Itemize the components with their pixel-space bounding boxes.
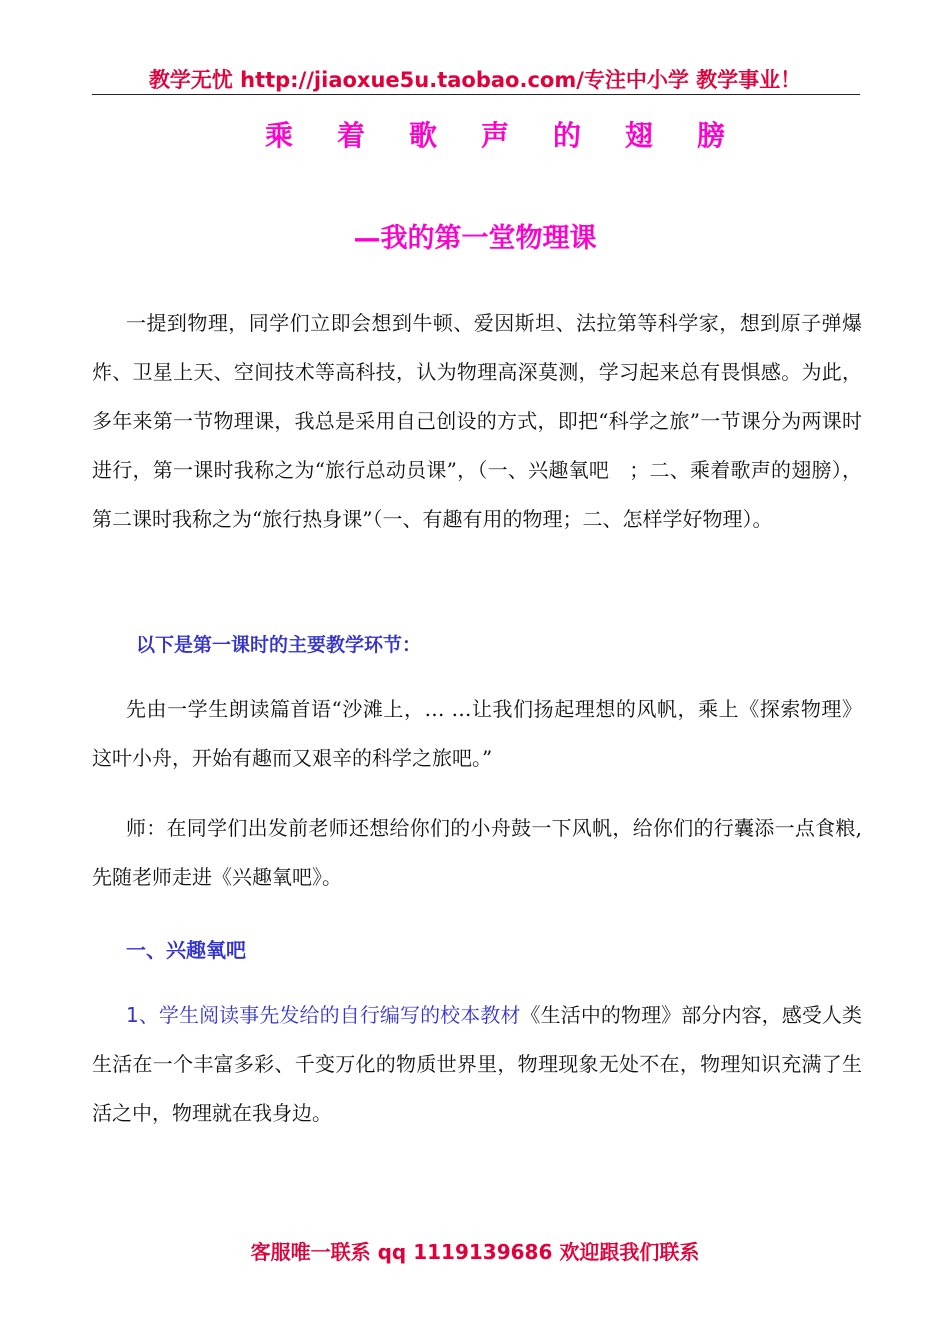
reading-paragraph: 先由一学生朗读篇首语“沙滩上，… …让我们扬起理想的风帆，乘上《探索物理》这叶小舟，开始有趣而又艰辛的科学之旅吧。” bbox=[92, 697, 862, 770]
footer-contact: 客服唯一联系 qq 1119139686 欢迎跟我们联系 bbox=[250, 1240, 700, 1264]
title-char: 声 bbox=[480, 119, 509, 152]
activity-paragraph bbox=[92, 991, 862, 1138]
intro-paragraph: 一提到物理，同学们立即会想到牛顿、爱因斯坦、法拉第等科学家，想到原子弹爆炸、卫星上天、空间技术等高科技，认为物理高深莫测，学习起来总有畏惧感。为此，多年来第一节物理课，我总是采用自己创设的方式，即把“科学之旅”一节课分为两课时进行，第一课时我称之为“旅行总动员课”，（一、兴趣氧吧 ；二、乘着歌声的翅膀），第二课时我称之为“旅行热身课”（一、有趣有用的物理；二、怎样学好物理）。 bbox=[92, 311, 862, 531]
page-subtitle: —我的第一堂物理课 bbox=[353, 223, 597, 254]
page-title bbox=[265, 114, 725, 154]
section-heading-interest: 一、兴趣氧吧 bbox=[126, 938, 246, 962]
title-char: 着 bbox=[336, 119, 365, 152]
section-intro-heading: 以下是第一课时的主要教学环节： bbox=[136, 634, 422, 656]
header-divider bbox=[92, 94, 860, 95]
activity-lead: 1、学生阅读事先发给的自行编写的校本教材 bbox=[126, 1003, 521, 1027]
title-char: 歌 bbox=[408, 119, 437, 152]
title-char: 乘 bbox=[265, 119, 294, 152]
teacher-paragraph: 师：在同学们出发前老师还想给你们的小舟鼓一下风帆，给你们的行囊添一点食粮,先随老师走进《兴趣氧吧》。 bbox=[92, 816, 862, 889]
header-banner: 教学无忧 http://jiaoxue5u.taobao.com/专注中小学 教学事业！ bbox=[148, 68, 802, 92]
title-char: 翅 bbox=[624, 119, 653, 152]
activity-rest: 《生活中的物理》部分内容，感受人类生活在一个丰富多彩、千变万化的物质世界里，物理现象无处不在，物理知识充满了生活之中，物理就在我身边。 bbox=[92, 1003, 862, 1125]
title-char: 的 bbox=[552, 119, 581, 152]
title-char: 膀 bbox=[696, 119, 725, 152]
